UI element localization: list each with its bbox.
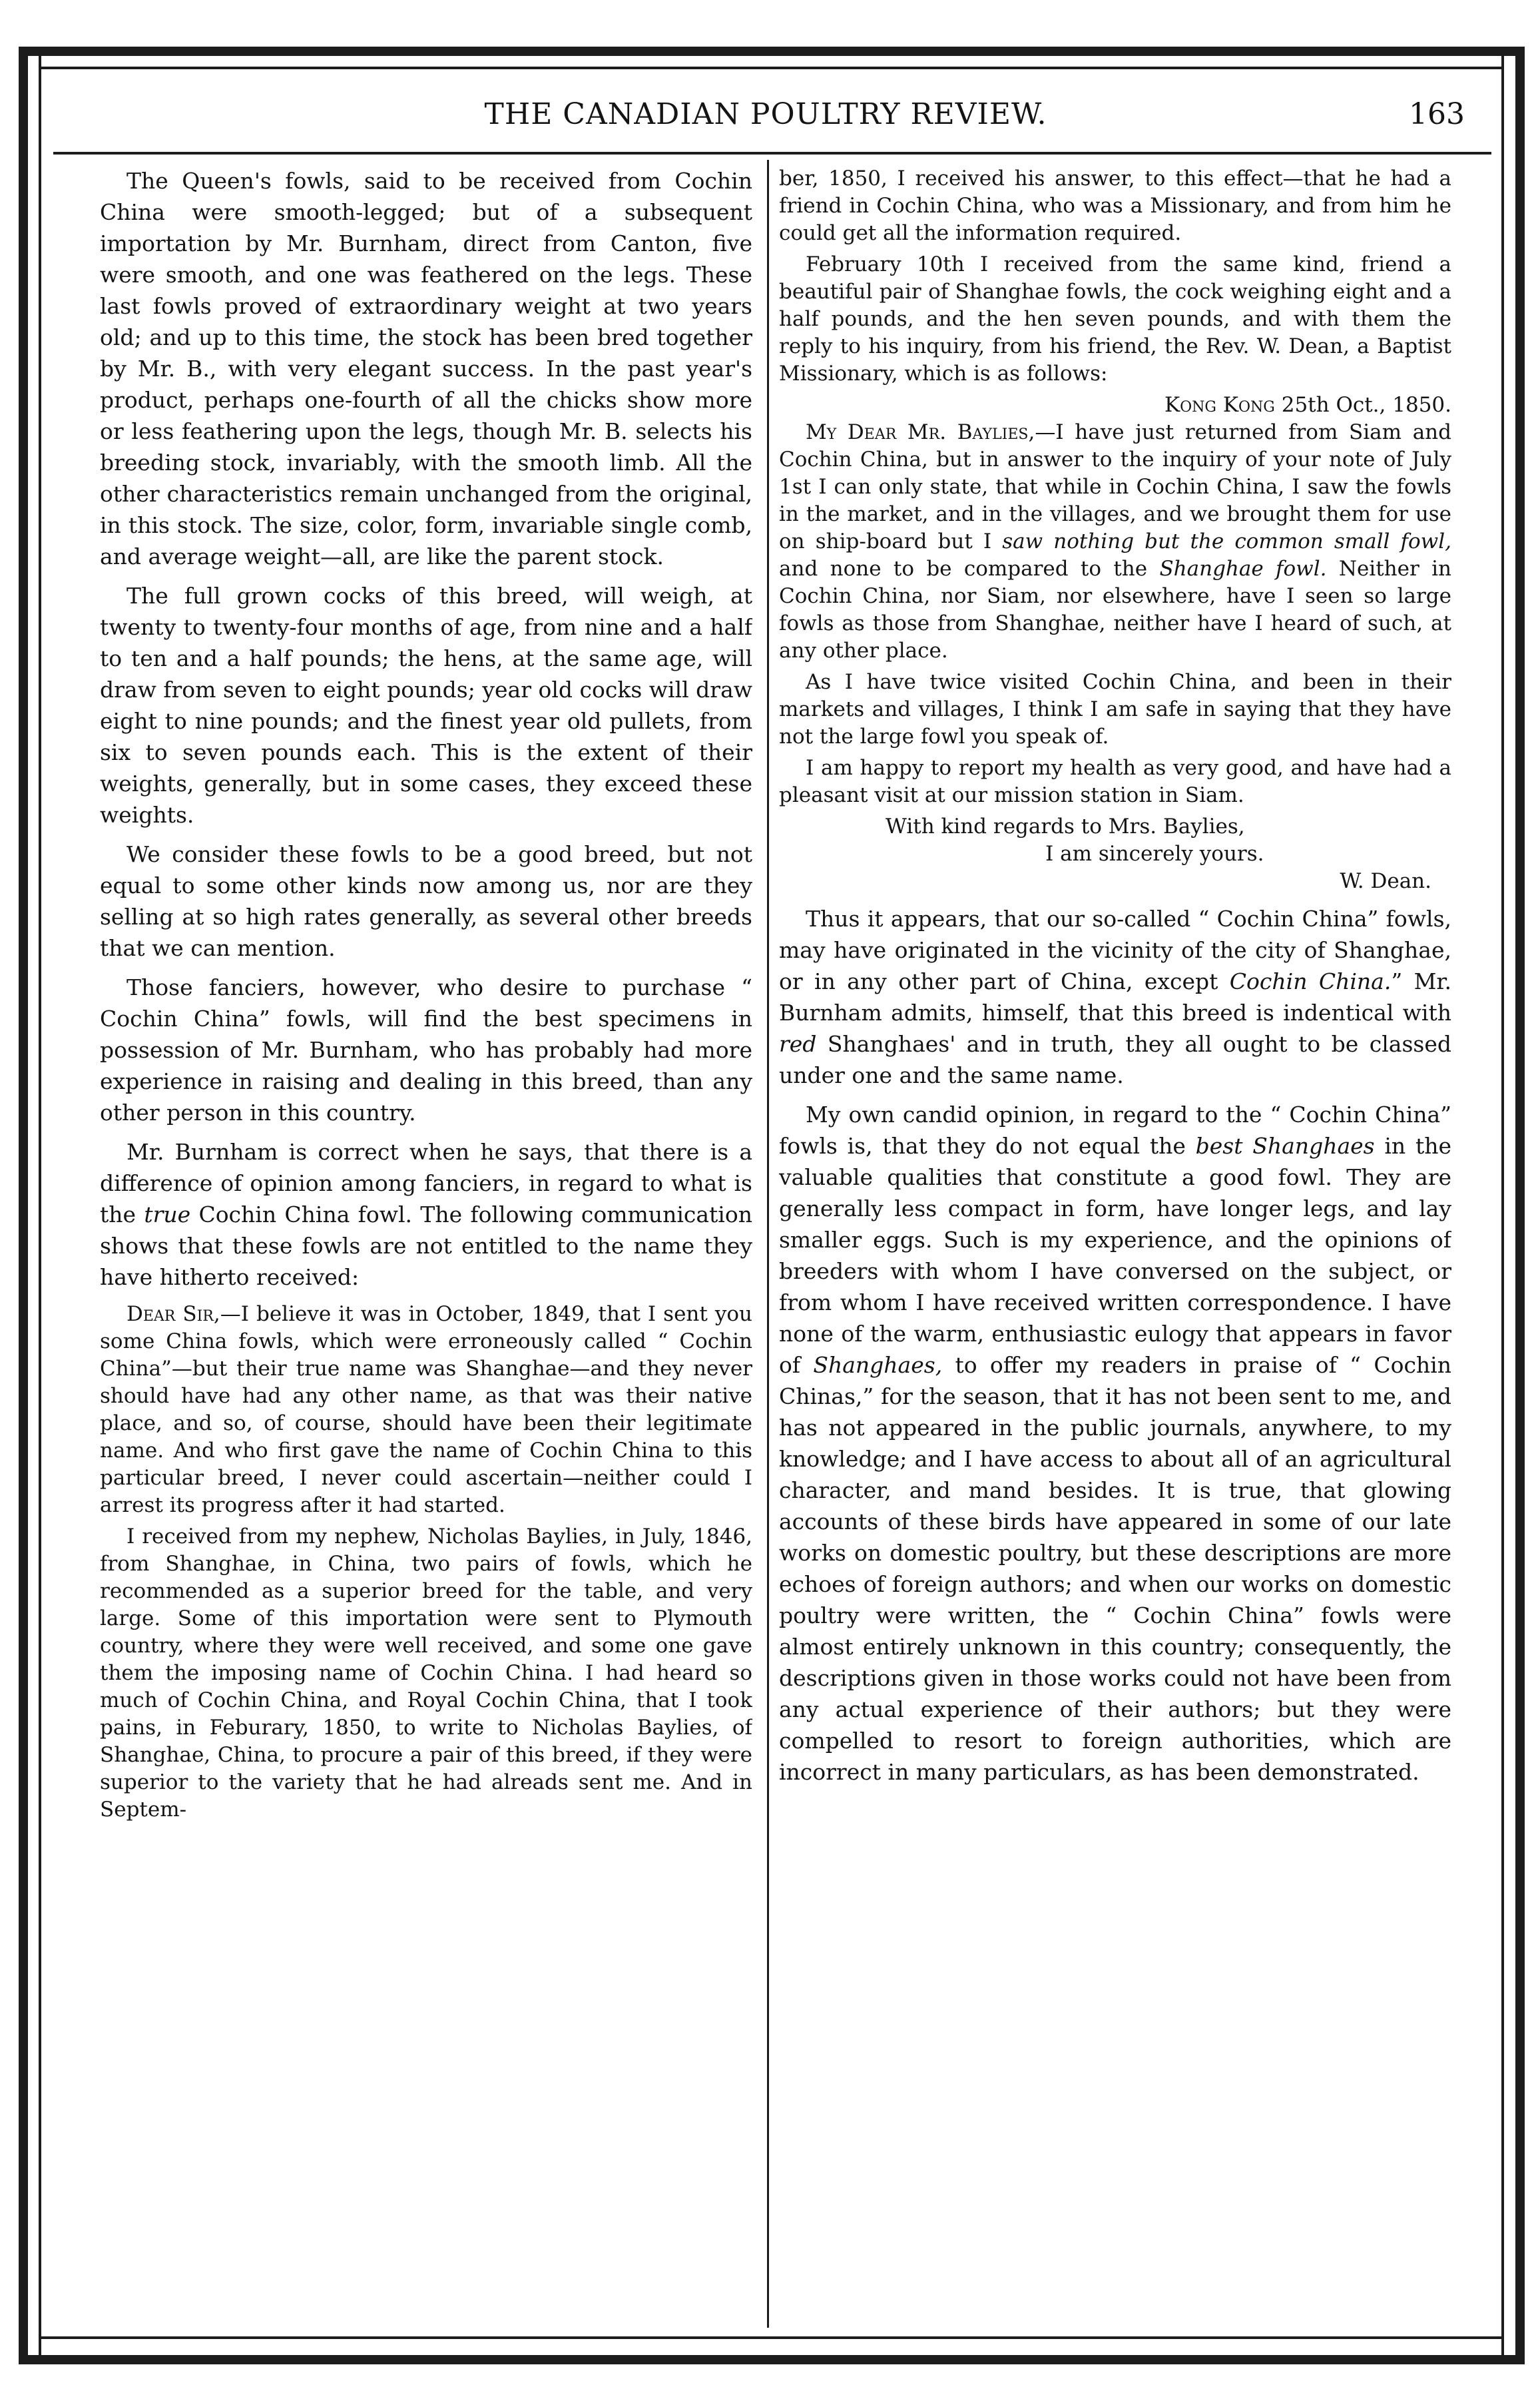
paragraph: The Queen's fowls, said to be received from Cochin China were smooth-legged; but of a subsequent importation by Mr. Burnham, direct from Canton, five were smooth, and one was feathered on the legs. These last fowls proved of extraordinary weight at two years old; and up to this time, the stock has been bred together by Mr. B., with very elegant success. In the past year's product, perhaps one-fourth of all the chicks show more or less feathering upon the legs, though Mr. B. selects his breeding stock, invariably, with the smooth limb. All the other characteristics remain unchanged from the original, in this stock. The size, color, form, invariable single comb, and average weight—all, are like the parent stock. [100, 168, 752, 569]
italic-text: Shanghae fowl. [1159, 557, 1327, 581]
frame-rule-right-inner [1501, 47, 1504, 2364]
text-run: Neither in Cochin China, nor Siam, nor elsewhere, have I seen so large fowls as those from Shanghae, neither have I heard of such, at any other place. [779, 557, 1451, 663]
frame-rule-left-outer [19, 47, 28, 2364]
italic-text: true [144, 1201, 191, 1227]
text-run: ” Mr. Burnham admits, himself, that this breed is indentical with [779, 968, 1451, 1026]
italic-text: Cochin China. [1229, 968, 1392, 994]
frame-rule-right-outer [1515, 47, 1525, 2364]
dateline-date: 25th Oct., 1850. [1274, 393, 1451, 417]
header-rule [53, 152, 1491, 155]
frame-rule-bottom-inner [39, 2336, 1504, 2339]
letter-paragraph: I am happy to report my health as very good, and have had a pleasant visit at our mission station in Siam. [779, 756, 1451, 807]
letter-signoff-line: I am sincerely yours. [1045, 842, 1264, 866]
text-run: in the valuable qualities that constitute a good fowl. They are generally less compact in form, have longer legs, and lay smaller eggs. Such is my experience, and the opinions of breeders with whom I have conversed on the subject, or from whom I have received written correspondence. I have none of the warm, enthusiastic eulogy that appears in favor of [779, 1133, 1451, 1378]
italic-text: red [779, 1031, 817, 1057]
letter-paragraph: February 10th I received from the same kind, friend a beautiful pair of Shanghae fowls, the cock weighing eight and a half pounds, and the hen seven pounds, and with them the reply to his inquiry, from his friend, the Rev. W. Dean, a Baptist Missionary, which is as follows: [779, 252, 1451, 386]
text-run: Mr. Burnham is correct when he says, that there is a difference of opinion among fanciers, in regard to what is the [100, 1139, 752, 1227]
letter-paragraph: As I have twice visited Cochin China, and been in their markets and villages, I think I am safe in saying that they have not the large fowl you speak of. [779, 670, 1451, 749]
text-run: to offer my readers in praise of “ Cochin Chinas,” for the season, that it has not been sent to me, and has not appeared in the public journals, anywhere, to my knowledge; and I have access to about all of an agricultural character, and mand besides. It is true, that glowing accounts of these birds have appeared in some of our late works on domestic poultry, but these descriptions are more echoes of foreign authors; and when our works on domestic poultry were written, the “ Cochin China” fowls were almost entirely unknown in this country; consequently, the descriptions given in those works could not have been from any actual experience of their authors; but they were compelled to resort to foreign authorities, which are incorrect in many particulars, as has been demonstrated. [779, 1352, 1451, 1785]
letter-paragraph [100, 1301, 752, 1519]
text-run: and none to be compared to the [779, 557, 1160, 581]
italic-text: best Shanghaes [1195, 1133, 1375, 1159]
letter-salutation: Dear Sir, [127, 1302, 220, 1326]
text-run: My own candid opinion, in regard to the “ Cochin China” fowls is, that they do not equal the [779, 1102, 1451, 1159]
italic-text: saw nothing but the common small fowl, [1002, 529, 1451, 553]
letter-paragraph: ber, 1850, I received his answer, to this effect—that he had a friend in Cochin China, who was a Missionary, and from him he could get all the information required. [779, 167, 1451, 245]
page-number: 163 [1409, 97, 1465, 131]
letter-signoff-line: With kind regards to Mrs. Baylies, [886, 815, 1245, 839]
text-run: —I believe it was in October, 1849, that I sent you some China fowls, which were erroneously called “ Cochin China”—but their true name was Shanghae—and they never should have had any other name, as that was their native place, and so, of course, should have been their legitimate name. And who first gave the name of Cochin China to this particular breed, I never could ascertain—neither could I arrest its progress after it had started. [100, 1302, 752, 1517]
text-run: Thus it appears, that our so-called “ Cochin China” fowls, may have originated in the vicinity of the city of Shanghae, or in any other part of China, except [779, 906, 1451, 994]
paragraph [779, 903, 1451, 1091]
dateline-place: Kong Kong [1164, 393, 1275, 417]
letter-paragraph: I received from my nephew, Nicholas Baylies, in July, 1846, from Shanghae, in China, two pairs of fowls, which he recommended as a superior breed for the table, and very large. Some of this importation were sent to Plymouth country, where they were well received, and some one gave them the imposing name of Cochin China. I had heard so much of Cochin China, and Royal Cochin China, that I took pains, in Feburary, 1850, to write to Nicholas Baylies, of Shanghae, China, to procure a pair of this breed, if they were superior to the variety that he had alreads sent me. And in Septem- [100, 1525, 752, 1822]
column-divider [767, 160, 769, 2328]
frame-rule-bottom-outer [19, 2355, 1525, 2364]
frame-rule-top-outer [19, 47, 1525, 56]
text-run: Cochin China fowl. The following communication shows that these fowls are not entitled to the name they have hitherto received: [100, 1201, 752, 1290]
paragraph: We consider these fowls to be a good breed, but not equal to some other kinds now among us, nor are they selling at so high rates generally, as several other breeds that we can mention. [100, 841, 752, 961]
text-run: —I have just returned from Siam and Cochin China, but in answer to the inquiry of your note of July 1st I can only state, that while in Cochin China, I saw the fowls in the market, and in the villages, and we brought them for use on ship-board but I [779, 420, 1451, 553]
running-head-title: THE CANADIAN POULTRY REVIEW. [484, 97, 1047, 131]
letter-salutation: My Dear Mr. Baylies, [806, 420, 1035, 444]
frame-rule-top-inner [39, 67, 1504, 69]
text-run: Shanghaes' and in truth, they all ought to be classed under one and the same name. [779, 1031, 1451, 1088]
letter-signature: W. Dean. [1340, 869, 1431, 893]
frame-rule-left-inner [39, 47, 41, 2364]
right-column [779, 165, 1451, 2330]
paragraph: The full grown cocks of this breed, will weigh, at twenty to twenty-four months of age, from nine and a half to ten and a half pounds; the hens, at the same age, will draw from seven to eight pounds; year old cocks will draw eight to nine pounds; and the finest year old pullets, from six to seven pounds each. This is the extent of their weights, generally, but in some cases, they exceed these weights. [100, 583, 752, 828]
letter-paragraph [779, 419, 1451, 665]
paragraph: Those fanciers, however, who desire to purchase “ Cochin China” fowls, will find the best specimens in possession of Mr. Burnham, who has probably had more experience in raising and dealing in this breed, than any other person in this country. [100, 974, 752, 1126]
paragraph [100, 1136, 752, 1293]
left-column [100, 165, 752, 2330]
italic-text: Shanghaes, [813, 1352, 943, 1378]
paragraph [779, 1099, 1451, 1788]
letter-dateline [779, 392, 1451, 419]
